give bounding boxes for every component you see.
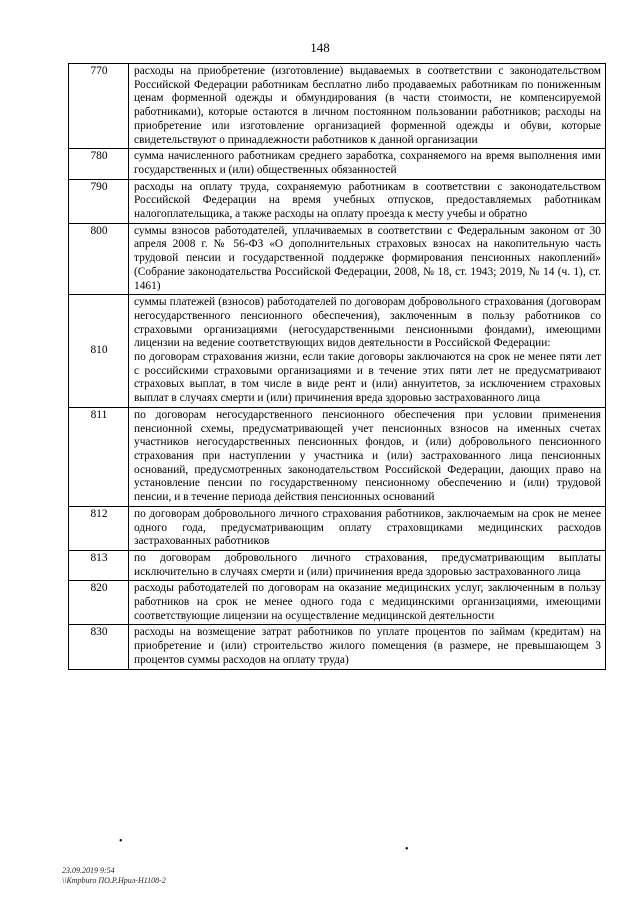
income-code-cell: 812 bbox=[69, 506, 129, 550]
income-code-cell: 813 bbox=[69, 550, 129, 580]
income-description-cell: по договорам добровольного личного страхования работников, заключаемым на срок не менее одного года, предусматривающим оплату страховщиками медицинских расходов застрахованных работников bbox=[129, 506, 606, 550]
income-description-cell: расходы работодателей по договорам на оказание медицинских услуг, заключенным в пользу работников на срок не менее одного года с медицинскими организациями, имеющими соответствующие лицензии на осуществление медицинской деятельности bbox=[129, 581, 606, 625]
scan-mark-left: • bbox=[119, 836, 123, 847]
income-description-cell: сумма начисленного работникам среднего заработка, сохраняемого на время выполнения ими государственных и (или) общественных обязанностей bbox=[129, 149, 606, 179]
income-code-cell: 790 bbox=[69, 179, 129, 223]
scan-mark-right: • bbox=[405, 844, 409, 855]
description-paragraph: суммы платежей (взносов) работодателей по договорам добровольного страхования (договорам негосударственного пенсионного обеспечения), заключенным в пользу работников со страховыми организациями (негосударственными пенсионными фондами), имеющими лицензии на ведение соответствующих видов деятельности в Российской Федерации: bbox=[134, 296, 601, 350]
income-code-cell: 810 bbox=[69, 295, 129, 408]
table-row bbox=[69, 223, 606, 295]
table-row bbox=[69, 506, 606, 550]
table-row bbox=[69, 149, 606, 179]
income-description-cell bbox=[129, 295, 606, 408]
income-description-cell: суммы взносов работодателей, уплачиваемых в соответствии с Федеральным законом от 30 апреля 2008 г. № 56-ФЗ «О дополнительных страховых взносах на накопительную часть трудовой пенсии и государственной поддержке формирования пенсионных накоплений» (Собрание законодательства Российской Федерации, 2008, № 18, ст. 1943; 2019, № 14 (ч. 1), ст. 1461) bbox=[129, 223, 606, 295]
description-paragraph: по договорам страхования жизни, если такие договоры заключаются на срок не менее пяти лет с российскими страховыми организациями и в течение этих пяти лет не предусматривают страховых выплат, в том числе в виде рент и (или) аннуитетов, за исключением страховых выплат в случаях смерти и (или) причинения вреда здоровью застрахованного лица bbox=[134, 351, 601, 405]
income-code-cell: 780 bbox=[69, 149, 129, 179]
footer-timestamp: 23.09.2019 9:54 bbox=[62, 866, 115, 875]
income-code-cell: 811 bbox=[69, 407, 129, 506]
income-code-cell: 800 bbox=[69, 223, 129, 295]
table-row bbox=[69, 295, 606, 408]
income-description-cell: расходы на оплату труда, сохраняемую работникам в соответствии с законодательством Российской Федерации на время учебных отпусков, предоставляемых работникам налогоплательщика, а также расходы на оплату проезда к месту учебы и обратно bbox=[129, 179, 606, 223]
table-row bbox=[69, 581, 606, 625]
income-code-cell: 770 bbox=[69, 64, 129, 149]
income-code-cell: 830 bbox=[69, 625, 129, 669]
income-description-cell: расходы на приобретение (изготовление) выдаваемых в соответствии с законодательством Российской Федерации работникам бесплатно либо продаваемых работникам по пониженным ценам форменной одежды и обмундирования (в части стоимости, не компенсируемой работниками), которые остаются в личном постоянном пользовании работников; расходы на приобретение или изготовление организацией форменной одежды и обуви, которые свидетельствуют о принадлежности работников к данной организации bbox=[129, 64, 606, 149]
income-description-cell: расходы на возмещение затрат работников по уплате процентов по займам (кредитам) на приобретение и (или) строительство жилого помещения (в размере, не превышающем 3 процентов суммы расходов на оплату труда) bbox=[129, 625, 606, 669]
table-row bbox=[69, 64, 606, 149]
page-number: 148 bbox=[310, 40, 330, 55]
table-row bbox=[69, 550, 606, 580]
table-row bbox=[69, 179, 606, 223]
income-description-cell: по договорам добровольного личного страхования, предусматривающим выплаты исключительно в случаях смерти и (или) причинения вреда здоровью застрахованного лица bbox=[129, 550, 606, 580]
income-description-cell: по договорам негосударственного пенсионного обеспечения при условии применения пенсионной схемы, предусматривающей учет пенсионных взносов на именных счетах участников негосударственных пенсионных фондов, и (или) добровольного пенсионного страхования при наступлении у участника и (или) застрахованного лица пенсионных оснований, предусмотренных законодательством Российской Федерации, дающих право на установление пенсии по государственному пенсионному обеспечению и (или) трудовой пенсии, и в течение периода действия пенсионных оснований bbox=[129, 407, 606, 506]
document-footer bbox=[62, 866, 166, 886]
table-row bbox=[69, 625, 606, 669]
income-codes-table bbox=[68, 63, 606, 670]
table-row bbox=[69, 407, 606, 506]
footer-document-ref: \\Kmpburo ПО.Р.Нрил-Н1108-2 bbox=[62, 876, 166, 885]
income-code-cell: 820 bbox=[69, 581, 129, 625]
